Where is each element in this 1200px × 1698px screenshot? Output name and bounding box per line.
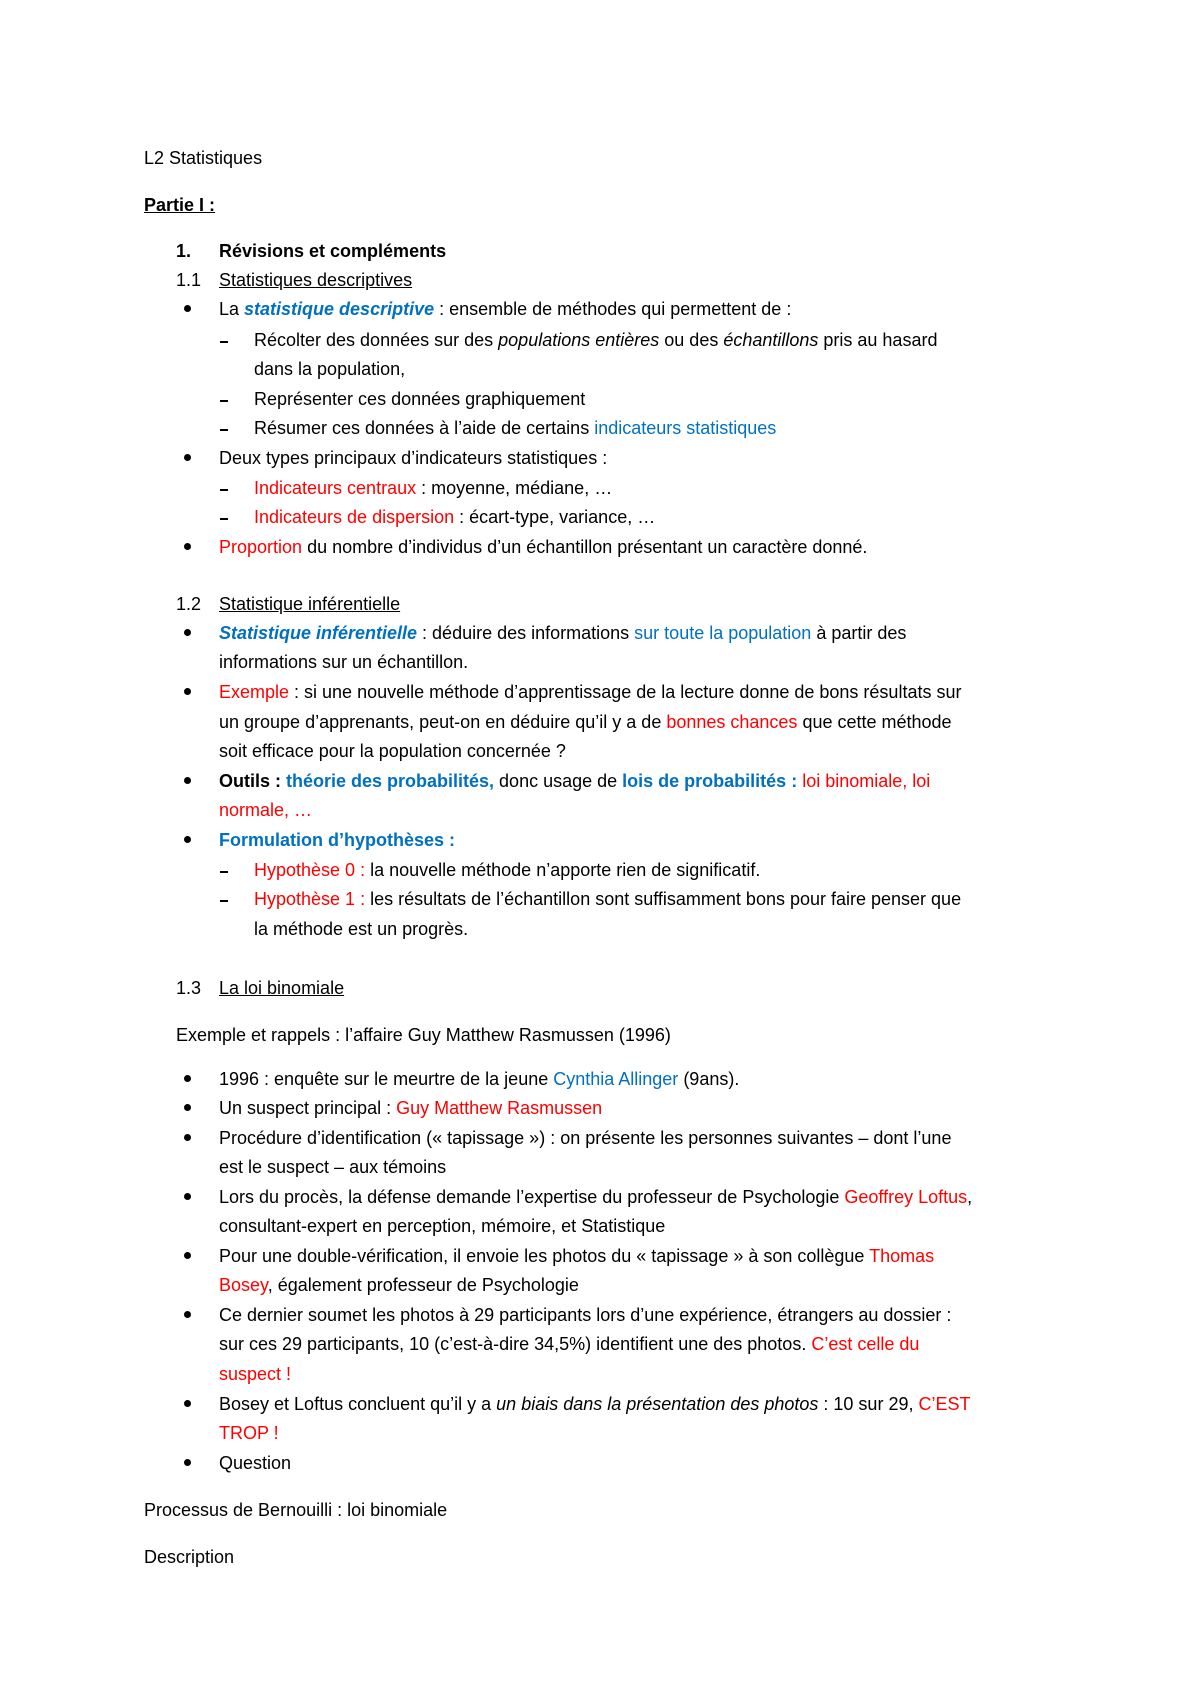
s12-bullet-2-cont2: soit efficace pour la population concernée ? [219,741,566,761]
s13-bullet-6: Ce dernier soumet les photos à 29 participants lors d’une expérience, étrangers au dossier : [219,1305,952,1325]
bullet-icon [184,305,191,312]
s13-bullet-8: Question [219,1453,292,1473]
bullet-icon [184,629,191,636]
s11-dash-2: Représenter ces données graphiquement [254,389,586,409]
s12-dash-2: Hypothèse 1 : les résultats de l’échantillon sont suffisamment bons pour faire penser que [254,889,962,909]
s13-bullet-7: Bosey et Loftus concluent qu’il y a un biais dans la présentation des photos : 10 sur 29, C’EST [219,1394,971,1414]
section-1-2-title: Statistique inférentielle [219,594,401,614]
section-1-1-title: Statistiques descriptives [219,270,413,290]
bullet-icon [184,1193,191,1200]
bullet-icon [184,1311,191,1318]
bullet-icon [184,1252,191,1259]
s13-bullet-5: Pour une double-vérification, il envoie les photos du « tapissage » à son collègue Thomas [219,1246,935,1266]
section-1-title: Révisions et compléments [219,241,447,261]
part-heading: Partie I : [144,195,216,215]
bullet-icon [184,1400,191,1407]
document-title: L2 Statistiques [144,148,263,168]
s11-dash-3: Résumer ces données à l’aide de certains indicateurs statistiques [254,418,777,438]
s13-bullet-2: Un suspect principal : Guy Matthew Rasmussen [219,1098,603,1118]
bullet-icon [184,777,191,784]
bullet-icon [184,1134,191,1141]
s11-bullet-3: Proportion du nombre d’individus d’un échantillon présentant un caractère donné. [219,537,868,557]
dash-icon [220,489,228,491]
bullet-icon [184,1459,191,1466]
s12-bullet-3: Outils : théorie des probabilités, donc usage de lois de probabilités : loi binomiale, loi [219,771,931,791]
footer-line-1: Processus de Bernouilli : loi binomiale [144,1500,448,1520]
s13-bullet-4-cont: consultant-expert en perception, mémoire, et Statistique [219,1216,666,1236]
bullet-icon [184,543,191,550]
section-1-2-number: 1.2 [176,594,202,614]
s13-bullet-1: 1996 : enquête sur le meurtre de la jeune Cynthia Allinger (9ans). [219,1069,740,1089]
s13-bullet-4: Lors du procès, la défense demande l’expertise du professeur de Psychologie Geoffrey Loftus, [219,1187,973,1207]
s12-bullet-2-cont: un groupe d’apprenants, peut-on en déduire qu’il y a de bonnes chances que cette méthode [219,712,952,732]
s13-intro: Exemple et rappels : l’affaire Guy Matthew Rasmussen (1996) [176,1025,671,1045]
s13-bullet-6-cont: sur ces 29 participants, 10 (c’est-à-dire 34,5%) identifient une des photos. C’est celle du [219,1334,920,1354]
s12-dash-2-cont: la méthode est un progrès. [254,919,469,939]
bullet-icon [184,836,191,843]
s11-dash-5: Indicateurs de dispersion : écart-type, variance, … [254,507,656,527]
s11-bullet-2: Deux types principaux d’indicateurs statistiques : [219,448,608,468]
dash-icon [220,429,228,431]
dash-icon [220,871,228,873]
section-1-1-number: 1.1 [176,270,202,290]
s12-bullet-2: Exemple : si une nouvelle méthode d’apprentissage de la lecture donne de bons résultats sur [219,682,962,702]
s11-dash-1: Récolter des données sur des populations entières ou des échantillons pris au hasard [254,330,938,350]
s11-bullet-1: La statistique descriptive : ensemble de méthodes qui permettent de : [219,299,792,319]
dash-icon [220,518,228,520]
s12-dash-1: Hypothèse 0 : la nouvelle méthode n’apporte rien de significatif. [254,860,761,880]
bullet-icon [184,1075,191,1082]
s12-bullet-4: Formulation d’hypothèses : [219,830,456,850]
bullet-icon [184,688,191,695]
dash-icon [220,341,228,343]
section-1-3-number: 1.3 [176,978,202,998]
s13-bullet-5-cont: Bosey, également professeur de Psychologie [219,1275,579,1295]
s13-bullet-6-cont2: suspect ! [219,1364,292,1384]
s13-bullet-3: Procédure d’identification (« tapissage ») : on présente les personnes suivantes – dont l’une [219,1128,952,1148]
dash-icon [220,900,228,902]
s11-dash-4: Indicateurs centraux : moyenne, médiane, … [254,478,613,498]
dash-icon [220,400,228,402]
s13-bullet-7-cont: TROP ! [219,1423,279,1443]
s12-bullet-1-cont: informations sur un échantillon. [219,652,469,672]
bullet-icon [184,454,191,461]
section-1-3-title: La loi binomiale [219,978,345,998]
footer-line-2: Description [144,1547,235,1567]
section-1-number: 1. [176,241,192,261]
s12-bullet-1: Statistique inférentielle : déduire des informations sur toute la population à partir des [219,623,907,643]
bullet-icon [184,1104,191,1111]
s12-bullet-3-cont: normale, … [219,800,313,820]
s11-dash-1-cont: dans la population, [254,359,406,379]
s13-bullet-3-cont: est le suspect – aux témoins [219,1157,447,1177]
